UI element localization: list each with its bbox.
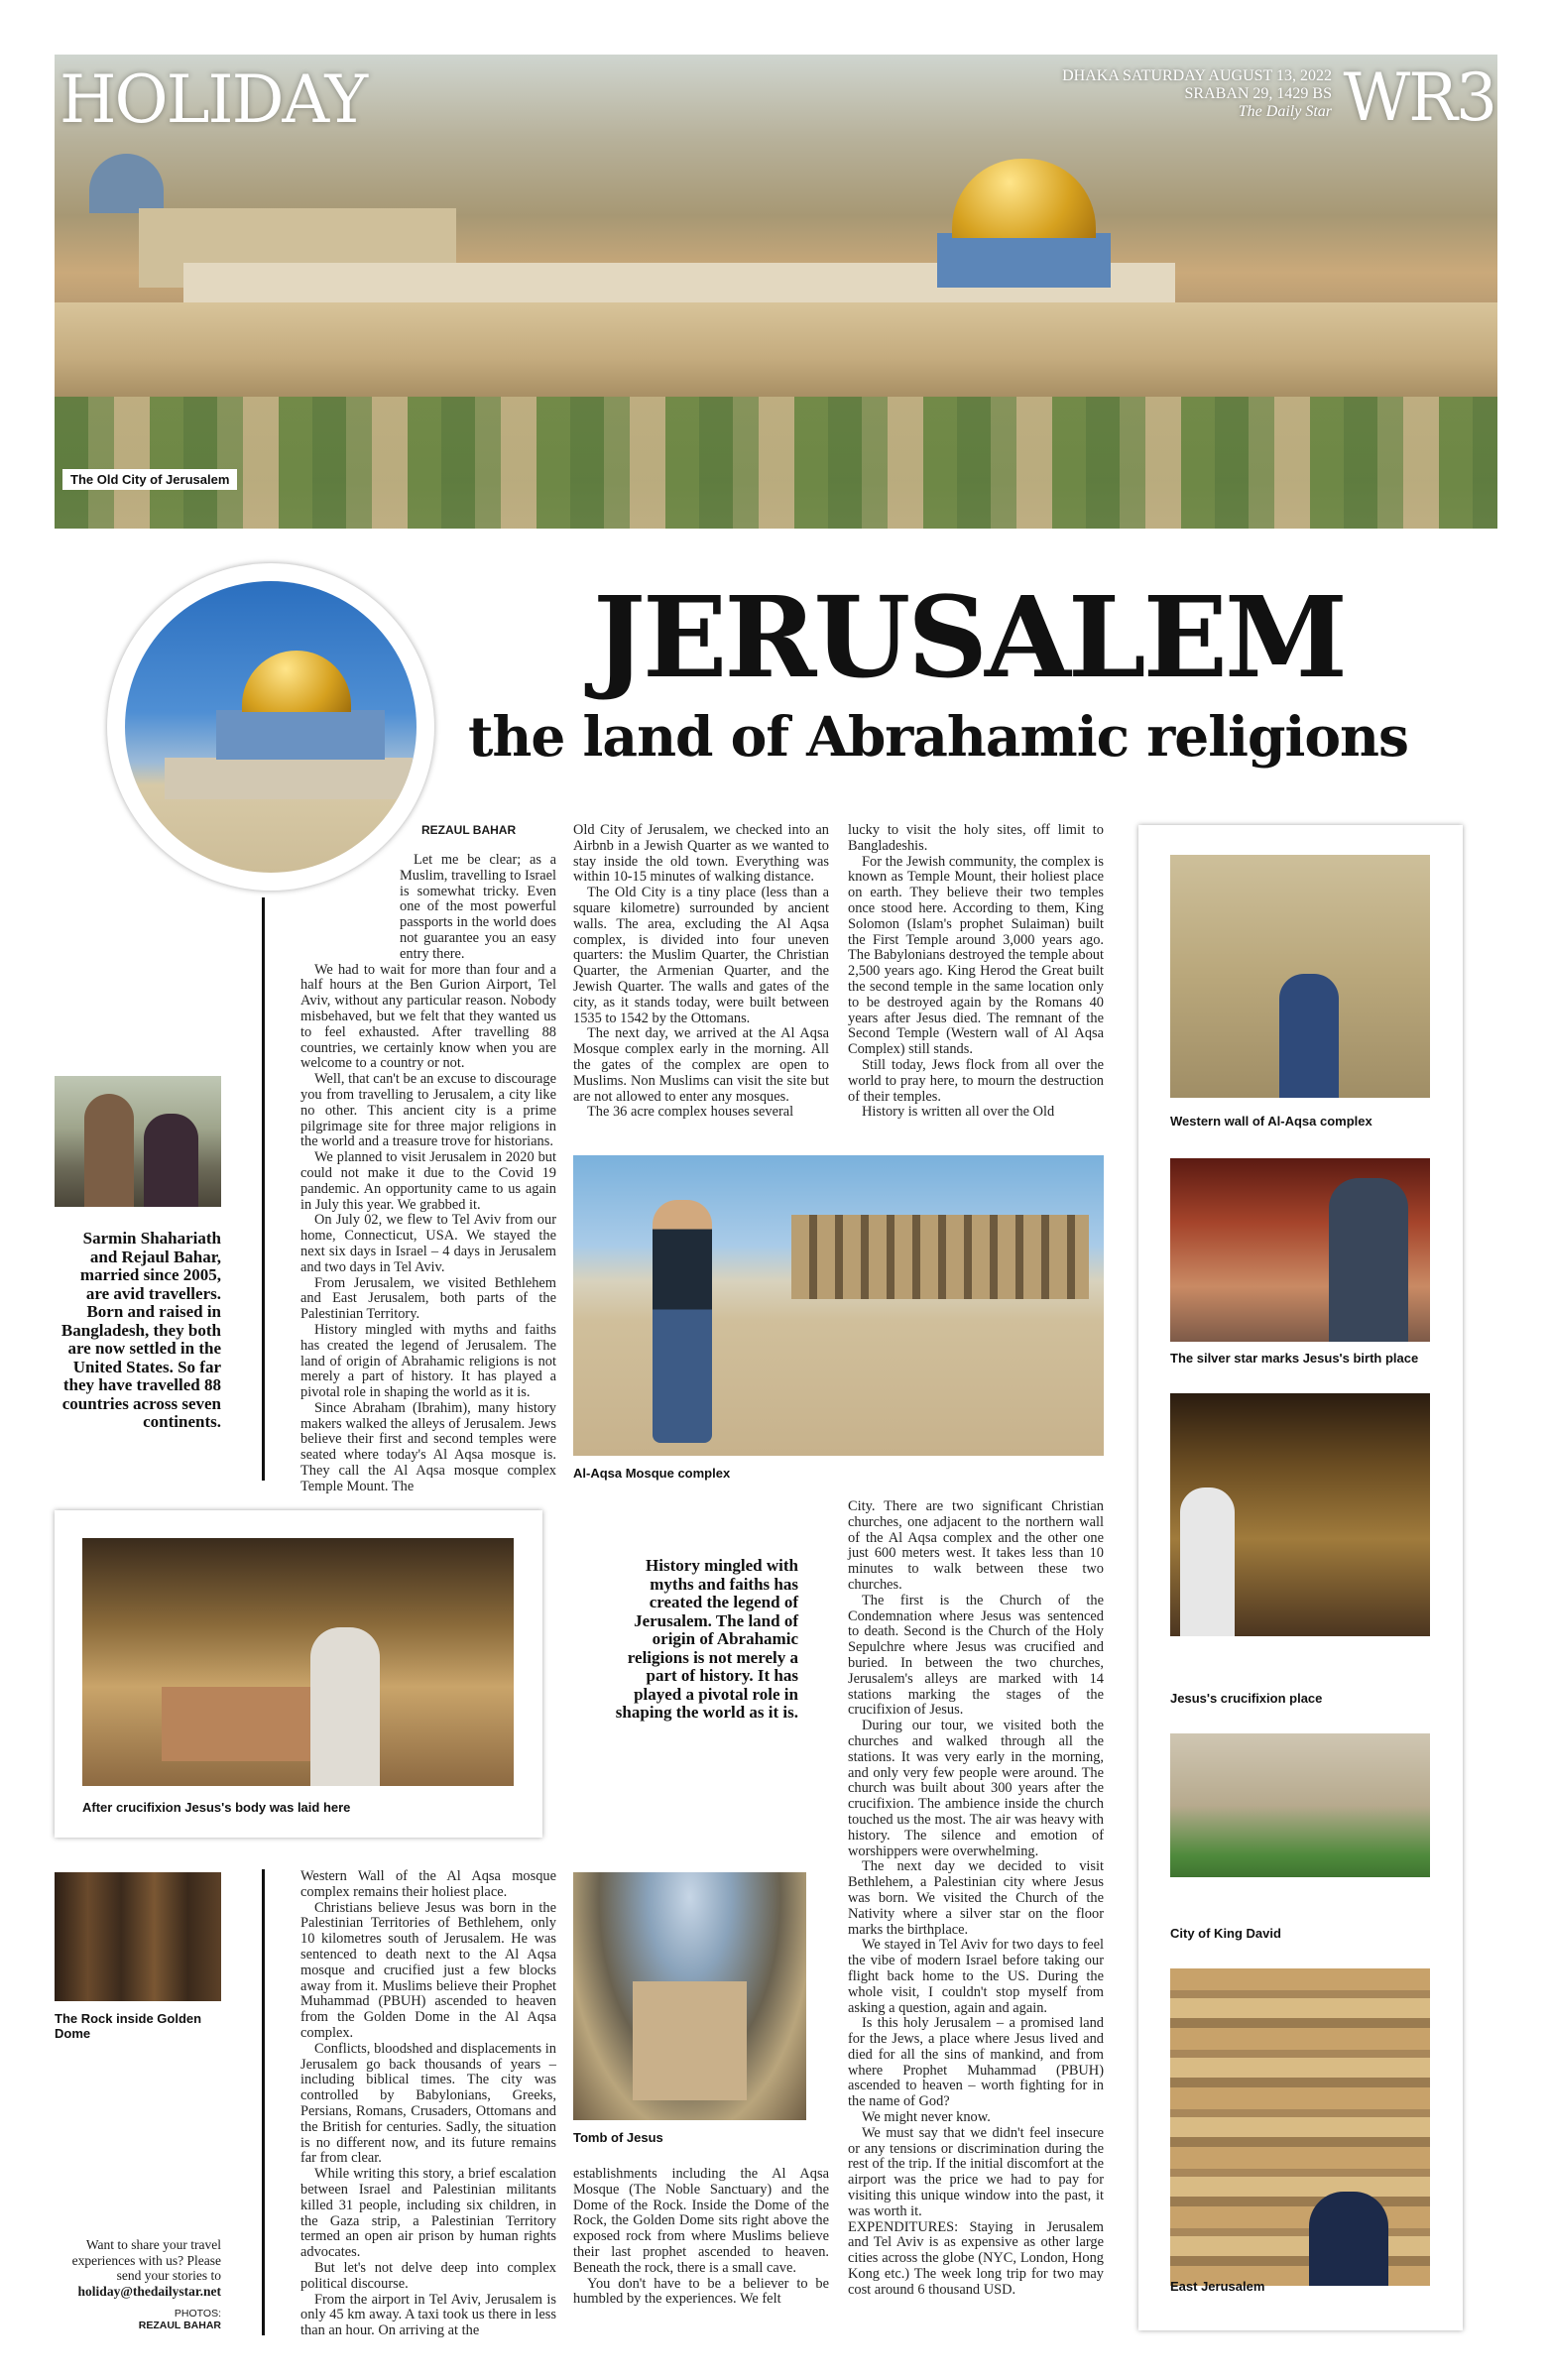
paragraph: But let's not delve deep into complex political discourse. — [300, 2259, 556, 2292]
paragraph: City. There are two significant Christian churches, one adjacent to the northern wall of the Al Aqsa complex and the other one just 600 meters west. It takes less than 10 minutes to walk between these two churches. — [848, 1498, 1104, 1593]
al-aqsa-complex-photo — [573, 1155, 1104, 1456]
crucifixion-place-photo — [1170, 1393, 1430, 1636]
paragraph: EXPENDITURES: Staying in Jerusalem and Tel Aviv is as expensive as other large cities across the globe (NYC, London, Hong Kong etc.) The week long trip for two may cost around 6 thousand USD. — [848, 2218, 1104, 2298]
paragraph: During our tour, we visited both the churches and walked through all the stations. It was very early in the morning, and only very few people were around. The church was built about 300 years after the crucifixion. The ambience inside the church touched us the most. The air was heavy with history. The silence and emotion of worshippers were overwhelming. — [848, 1718, 1104, 1859]
paragraph: History is written all over the Old — [862, 1104, 1055, 1121]
masthead-date — [1062, 67, 1332, 121]
column-rule — [262, 897, 265, 1481]
photo-caption: Tomb of Jesus — [573, 2130, 663, 2145]
paragraph: We might never know. — [862, 2109, 991, 2126]
east-jerusalem-photo — [1170, 1968, 1430, 2286]
paragraph: Well, that can't be an excuse to discourage you from travelling to Jerusalem, a city like no other. This ancient city is a prime pilgrimage site for three major religions in the world and a treasure trove for historians. — [300, 1071, 556, 1150]
photo-caption: The Rock inside Golden Dome — [55, 2011, 202, 2041]
date-line: DHAKA SATURDAY AUGUST 13, 2022 — [1062, 67, 1332, 84]
authors-photo — [55, 1076, 221, 1207]
article-column-1 — [300, 852, 556, 1494]
photos-label: PHOTOS: — [174, 2308, 221, 2320]
paragraph: The next day we decided to visit Bethlehem, a Palestinian city where Jesus was born. We visited the Church of the Nativity where a silver star on the floor marks the birthplace. — [848, 1858, 1104, 1938]
photographer-name: REZAUL BAHAR — [138, 2320, 221, 2331]
article-column-3-continued — [848, 1499, 1104, 2332]
paragraph: The first is the Church of the Condemnation where Jesus was sentenced to death. Second is the Church of the Holy Sepulchre where Jesus was crucified and buried. In between the two churches, Jerusalem's alleys are marked with 14 stations marking the stages of the crucifixion of Jesus. — [848, 1592, 1104, 1719]
stone-of-anointing-photo — [82, 1538, 514, 1786]
paragraph: For the Jewish community, the complex is known as Temple Mount, their holiest place on earth. They believe their two temples once stood here. According to them, King Solomon (Islam's prophet Sulaiman) built the First Temple around 3,000 years ago. The Babylonians destroyed the temple about 2,500 years ago. King Herod the Great built the second temple in the same location only to be destroyed again by the Romans 40 years after Jesus died. The remnant of the Second Temple (Western wall of Al Aqsa Complex) still stands. — [848, 853, 1104, 1058]
share-email-link[interactable]: holiday@thedailystar.net — [77, 2283, 221, 2299]
city-of-king-david-photo — [1170, 1733, 1430, 1877]
paragraph: Still today, Jews flock from all over the world to pray here, to mourn the destruction of their temples. — [848, 1056, 1104, 1105]
paragraph: Western Wall of the Al Aqsa mosque complex remains their holiest place. — [300, 1868, 556, 1900]
article-column-1-continued — [300, 1868, 556, 2339]
paragraph: We must say that we didn't feel insecure or any tensions or discrimination during the rest of the trip. If the initial discomfort at the airport was the price we had to pay for visiting this unique window into the past, it was worth it. — [848, 2124, 1104, 2219]
byline: REZAUL BAHAR — [421, 823, 517, 837]
tomb-of-jesus-photo — [573, 1872, 806, 2120]
column-rule — [262, 1869, 265, 2335]
paragraph: From Jerusalem, we visited Bethlehem and East Jerusalem, both parts of the Palestinian Territory. — [300, 1274, 556, 1323]
author-bio: Sarmin Shahariath and Rejaul Bahar, married since 2005, are avid travellers. Born and raised in Bangladesh, they both are now settled in the United States. So far they have travelled 88 countries across seven continents. — [60, 1229, 221, 1431]
paragraph: We planned to visit Jerusalem in 2020 but could not make it due to the Covid 19 pandemic. An opportunity came to us again in July this year. We grabbed it. — [300, 1149, 556, 1213]
headline-title: JERUSALEM — [593, 573, 1345, 703]
paragraph: Is this holy Jerusalem – a promised land for the Jews, a place where Jesus lived and died for all the sins of mankind, and from where Prophet Muhammad (PBUH) ascended to heaven – worth fighting for in the name of God? — [848, 2015, 1104, 2110]
paragraph: On July 02, we flew to Tel Aviv from our home, Connecticut, USA. We stayed the next six days in Israel – 4 days in Jerusalem and two days in Tel Aviv. — [300, 1212, 556, 1275]
paper-name: The Daily Star — [1238, 103, 1332, 120]
article-column-2-continued — [573, 2167, 829, 2333]
pull-quote: History mingled with myths and faiths has created the legend of Jerusalem. The land of origin of Abrahamic religions is not merely a part of history. It has played a pivotal role in shaping the world as it is. — [615, 1556, 798, 1722]
headline-subtitle: the land of Abrahamic religions — [468, 704, 1408, 769]
paragraph: Since Abraham (Ibrahim), many history makers walked the alleys of Jerusalem. Jews believe their first and second temples were seated where today's Al Aqsa mosque is. They call the Al Aqsa mosque complex Temple Mount. The — [300, 1399, 556, 1494]
photo-caption: Western wall of Al-Aqsa complex — [1170, 1114, 1372, 1129]
tomb-photo-box — [55, 1510, 542, 1838]
share-text: Want to share your travel experiences with us? Please send your stories to — [71, 2237, 221, 2283]
dome-of-rock-photo — [125, 581, 417, 873]
paragraph: We had to wait for more than four and a half hours at the Ben Gurion Airport, Tel Aviv, without any particular reason. Nobody misbehaved, but we felt that they wanted us to feel exhausted. After travelling 88 countries, we certainly know when you are welcome to a country or not. — [300, 961, 556, 1072]
paragraph: Conflicts, bloodshed and displacements in Jerusalem go back thousands of years – including biblical times. The city was controlled by Babylonians, Greeks, Persians, Romans, Crusaders, Ottomans and the British for centuries. Sadly, the situation is no different now, and its future remains far from clear. — [300, 2040, 556, 2167]
paragraph: We stayed in Tel Aviv for two days to feel the vibe of modern Israel before taking our flight back home to the US. During the whole visit, I couldn't stop myself from asking a question, again and again. — [848, 1937, 1104, 2016]
paragraph: lucky to visit the holy sites, off limit to Bangladeshis. — [848, 822, 1104, 854]
silver-star-photo — [1170, 1158, 1430, 1342]
paragraph: While writing this story, a brief escalation between Israel and Palestinian militants killed 31 people, including six children, in the Gaza strip, a Palestinian Territory termed an open air prison by human rights advocates. — [300, 2166, 556, 2261]
paragraph: Let me be clear; as a Muslim, travelling to Israel is somewhat tricky. Even one of the most powerful passports in the world does not guarantee you an easy entry there. — [400, 852, 556, 962]
bangla-date-line: SRABAN 29, 1429 BS — [1184, 85, 1332, 102]
paragraph: Old City of Jerusalem, we checked into an Airbnb in a Jewish Quarter as we wanted to stay inside the old town. Everything was within 10-15 minutes of walking distance. — [573, 822, 829, 886]
page-number: WR3 — [1343, 60, 1495, 136]
photo-caption: The silver star marks Jesus's birth place — [1170, 1351, 1419, 1366]
paragraph: You don't have to be a believer to be humbled by the experiences. We felt — [573, 2275, 829, 2308]
dome-circle-frame — [107, 563, 434, 891]
western-wall-photo — [1170, 855, 1430, 1098]
section-title: HOLIDAY — [60, 61, 367, 138]
article-column-2 — [573, 823, 829, 1135]
paragraph: Christians believe Jesus was born in the Palestinian Territories of Bethlehem, only 10 kilometres south of Jerusalem. He was sentenced to death next to the Al Aqsa mosque and crucified just a few blocks away from it. Muslims believe their Prophet Muhammad (PBUH) ascended to heaven from the Golden Dome in the Al Aqsa complex. — [300, 1899, 556, 2041]
paragraph: establishments including the Al Aqsa Mosque (The Noble Sanctuary) and the Dome of the Rock. Inside the Dome of the Rock, the Golden Dome sits right above the exposed rock from where Muslims believe their last prophet ascended to heaven. Beneath the rock, there is a small cave. — [573, 2166, 829, 2276]
photo-caption: Al-Aqsa Mosque complex — [573, 1466, 731, 1481]
share-stories-note — [55, 2237, 221, 2299]
photo-caption: After crucifixion Jesus's body was laid here — [82, 1800, 351, 1815]
photo-caption: Jesus's crucifixion place — [1170, 1691, 1323, 1706]
rock-inside-dome-photo — [55, 1872, 221, 2001]
article-column-3 — [848, 823, 1104, 1135]
paragraph: History mingled with myths and faiths has created the legend of Jerusalem. The land of origin of Abrahamic religions is not merely a part of history. It has played a pivotal role in shaping the world as it is. — [300, 1321, 556, 1401]
banner-caption: The Old City of Jerusalem — [62, 469, 237, 490]
paragraph: The 36 acre complex houses several — [587, 1104, 794, 1121]
paragraph: The Old City is a tiny place (less than a square kilometre) surrounded by ancient walls. The area, excluding the Al Aqsa complex, is divided into four uneven quarters: the Muslim Quarter, the Christian Quarter, the Armenian Quarter, and the Jewish Quarter. The walls and gates of the city, as it stands today, were built between 1535 to 1542 by the Ottomans. — [573, 885, 829, 1026]
photo-caption: East Jerusalem — [1170, 2279, 1265, 2294]
photos-credit — [55, 2308, 221, 2331]
paragraph: The next day, we arrived at the Al Aqsa Mosque complex early in the morning. All the gates of the complex are open to Muslims. Non Muslims can visit the site but are not allowed to enter any mosques. — [573, 1025, 829, 1105]
photo-caption: City of King David — [1170, 1926, 1281, 1941]
paragraph: From the airport in Tel Aviv, Jerusalem is only 45 km away. A taxi took us there in less than an hour. On arriving at the — [300, 2291, 556, 2339]
